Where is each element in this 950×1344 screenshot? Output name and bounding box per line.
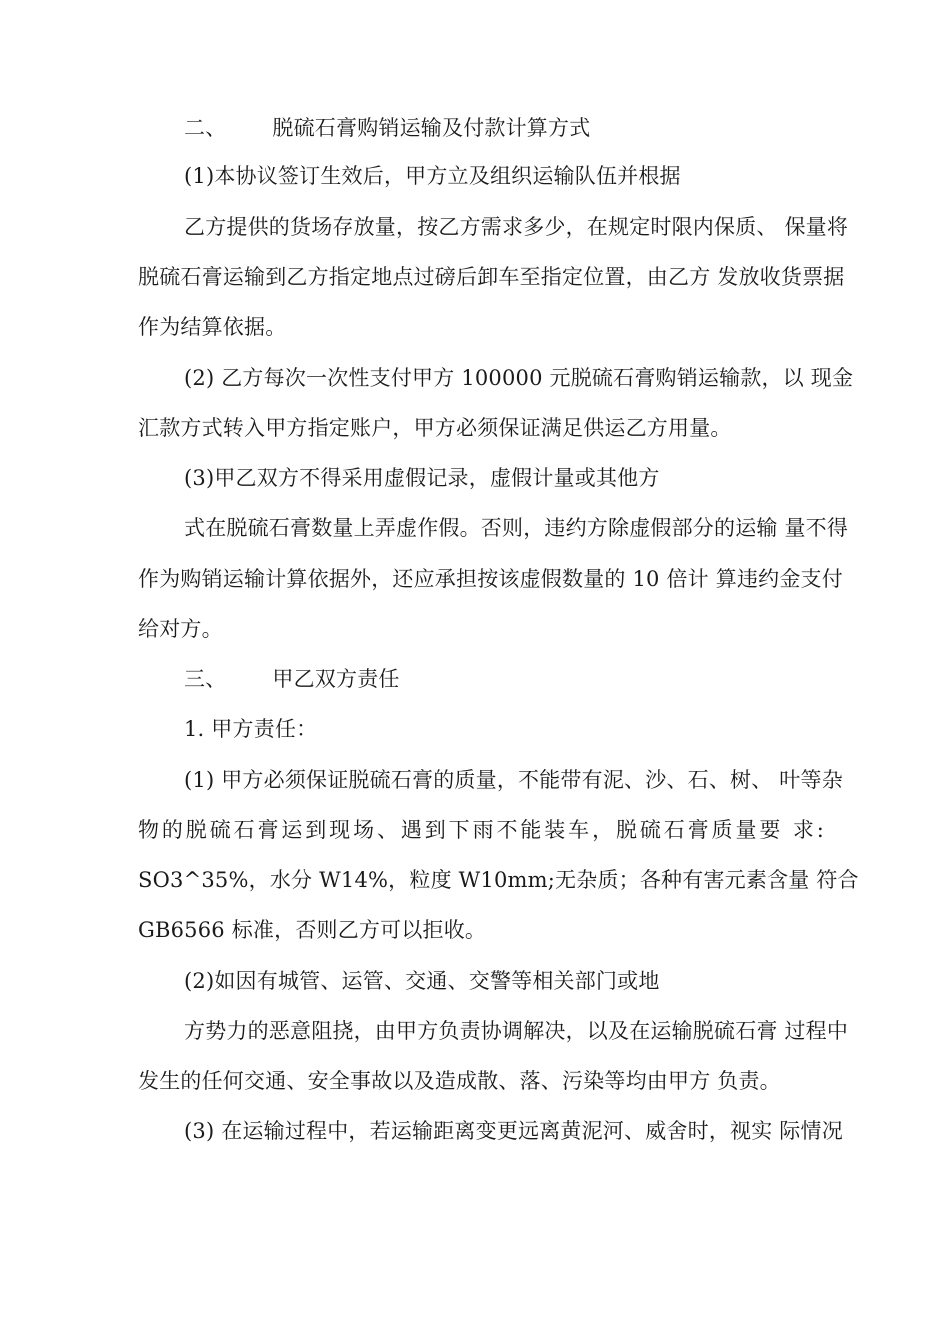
paragraph-line: 1. 甲方责任： bbox=[184, 717, 318, 741]
paragraph-line: (1)本协议签订生效后，甲方立及组织运输队伍并根据 bbox=[184, 164, 681, 188]
paragraph-line: (1) 甲方必须保证脱硫石膏的质量，不能带有泥、沙、石、树、 叶等杂 bbox=[184, 768, 843, 792]
paragraph-line: GB6566 标准，否则乙方可以拒收。 bbox=[138, 918, 487, 942]
section-two-heading bbox=[184, 115, 590, 141]
paragraph-line: 方势力的恶意阻挠，由甲方负责协调解决，以及在运输脱硫石膏 过程中 bbox=[184, 1019, 849, 1043]
section-three-title: 甲乙双方责任 bbox=[272, 667, 400, 691]
section-two-title: 脱硫石膏购销运输及付款计算方式 bbox=[272, 116, 591, 140]
section-three-heading bbox=[184, 666, 400, 692]
paragraph-line: 作为购销运输计算依据外，还应承担按该虚假数量的 10 倍计 算违约金支付 bbox=[138, 567, 843, 591]
paragraph-line: SO3^35%，水分 W14%，粒度 W10mm;无杂质；各种有害元素含量 符合 bbox=[138, 868, 859, 892]
paragraph-line: 汇款方式转入甲方指定账户，甲方必须保证满足供运乙方用量。 bbox=[138, 416, 732, 440]
section-three-number: 三、 bbox=[184, 667, 227, 691]
section-two-number: 二、 bbox=[184, 116, 227, 140]
paragraph-line: (2)如因有城管、运管、交通、交警等相关部门或地 bbox=[184, 969, 660, 993]
paragraph-line: 式在脱硫石膏数量上弄虚作假。否则，违约方除虚假部分的运输 量不得 bbox=[184, 516, 849, 540]
paragraph-line: 物的脱硫石膏运到现场、遇到下雨不能装车，脱硫石膏质量要 求: bbox=[138, 818, 824, 842]
paragraph-line: 脱硫石膏运输到乙方指定地点过磅后卸车至指定位置，由乙方 发放收货票据 bbox=[138, 265, 845, 289]
paragraph-line: 给对方。 bbox=[138, 617, 223, 641]
paragraph-line: (2) 乙方每次一次性支付甲方 100000 元脱硫石膏购销运输款，以 现金 bbox=[184, 366, 854, 390]
paragraph-line: 乙方提供的货场存放量，按乙方需求多少，在规定时限内保质、 保量将 bbox=[184, 215, 849, 239]
paragraph-line: 发生的任何交通、安全事故以及造成散、落、污染等均由甲方 负责。 bbox=[138, 1069, 781, 1093]
paragraph-line: (3)甲乙双方不得采用虚假记录，虚假计量或其他方 bbox=[184, 466, 660, 490]
paragraph-line: (3) 在运输过程中，若运输距离变更远离黄泥河、威舍时，视实 际情况 bbox=[184, 1119, 843, 1143]
paragraph-line: 作为结算依据。 bbox=[138, 315, 287, 339]
